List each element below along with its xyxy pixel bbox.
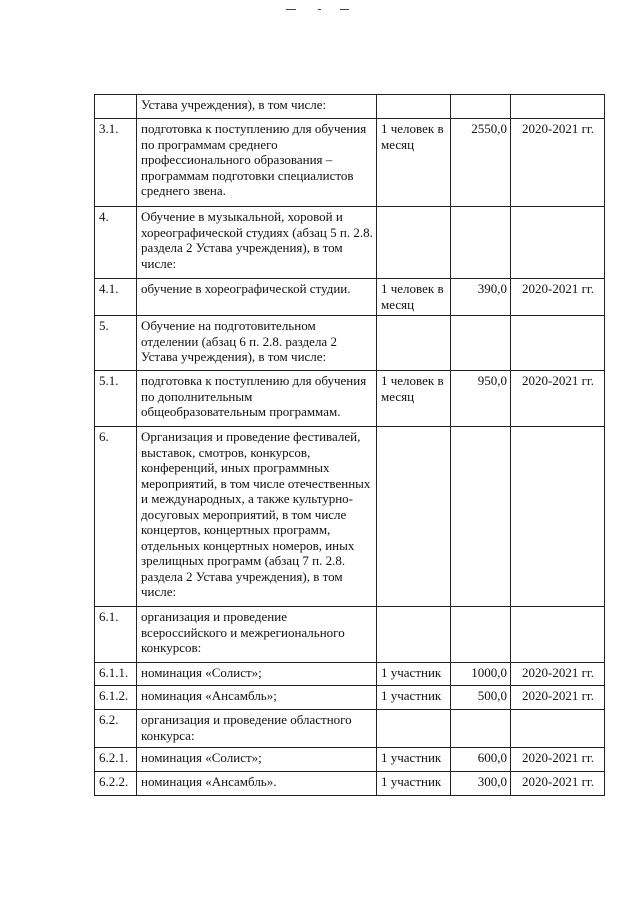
price-cell: 500,0	[451, 686, 511, 710]
price-cell	[451, 427, 511, 607]
period-cell	[511, 427, 605, 607]
service-name: номинация «Солист»;	[137, 748, 377, 772]
period-cell: 2020-2021 гг.	[511, 686, 605, 710]
service-name: организация и проведение областного конкурса:	[137, 710, 377, 748]
price-cell	[451, 607, 511, 663]
row-number: 6.1.1.	[95, 663, 137, 686]
period-cell	[511, 207, 605, 279]
row-number: 3.1.	[95, 119, 137, 207]
service-name: номинация «Ансамбль»;	[137, 686, 377, 710]
period-cell	[511, 607, 605, 663]
price-cell: 2550,0	[451, 119, 511, 207]
period-cell: 2020-2021 гг.	[511, 371, 605, 427]
row-number	[95, 95, 137, 119]
price-cell: 1000,0	[451, 663, 511, 686]
row-number: 4.1.	[95, 279, 137, 316]
unit-cell: 1 участник	[377, 663, 451, 686]
table-row	[95, 95, 605, 119]
unit-cell	[377, 207, 451, 279]
row-number: 6.1.2.	[95, 686, 137, 710]
table-row	[95, 607, 605, 663]
table-row	[95, 371, 605, 427]
period-cell	[511, 95, 605, 119]
unit-cell	[377, 95, 451, 119]
table-row	[95, 119, 605, 207]
service-name: подготовка к поступлению для обучения по дополнительным общеобразовательным программам.	[137, 371, 377, 427]
table-row	[95, 748, 605, 772]
row-number: 5.	[95, 316, 137, 371]
period-cell: 2020-2021 гг.	[511, 748, 605, 772]
fees-table	[94, 94, 605, 796]
price-cell	[451, 710, 511, 748]
row-number: 6.2.1.	[95, 748, 137, 772]
row-number: 4.	[95, 207, 137, 279]
row-number: 6.	[95, 427, 137, 607]
table-row	[95, 710, 605, 748]
service-name: Обучение в музыкальной, хоровой и хореографической студиях (абзац 5 п. 2.8. раздела 2 Устава учреждения), в том числе:	[137, 207, 377, 279]
unit-cell: 1 участник	[377, 686, 451, 710]
unit-cell	[377, 316, 451, 371]
row-number: 6.2.2.	[95, 772, 137, 796]
table-row	[95, 686, 605, 710]
unit-cell	[377, 607, 451, 663]
price-cell: 390,0	[451, 279, 511, 316]
period-cell	[511, 710, 605, 748]
price-cell	[451, 316, 511, 371]
unit-cell: 1 человек в месяц	[377, 371, 451, 427]
unit-cell: 1 человек в месяц	[377, 119, 451, 207]
price-cell: 300,0	[451, 772, 511, 796]
price-cell: 600,0	[451, 748, 511, 772]
service-name: Устава учреждения), в том числе:	[137, 95, 377, 119]
scan-mark	[340, 9, 349, 10]
table-row	[95, 207, 605, 279]
service-name: организация и проведение всероссийского и межрегионального конкурсов:	[137, 607, 377, 663]
price-cell: 950,0	[451, 371, 511, 427]
service-name: номинация «Ансамбль».	[137, 772, 377, 796]
period-cell: 2020-2021 гг.	[511, 279, 605, 316]
scan-mark	[286, 9, 296, 10]
scan-mark	[318, 9, 321, 10]
table-row	[95, 772, 605, 796]
unit-cell	[377, 710, 451, 748]
table-row	[95, 663, 605, 686]
table-row	[95, 427, 605, 607]
row-number: 6.2.	[95, 710, 137, 748]
service-name: подготовка к поступлению для обучения по программам среднего профессионального образования – программам подготовки специалистов среднего звена.	[137, 119, 377, 207]
price-cell	[451, 95, 511, 119]
period-cell	[511, 316, 605, 371]
price-cell	[451, 207, 511, 279]
service-name: обучение в хореографической студии.	[137, 279, 377, 316]
service-name: номинация «Солист»;	[137, 663, 377, 686]
service-name: Обучение на подготовительном отделении (абзац 6 п. 2.8. раздела 2 Устава учреждения), в том числе:	[137, 316, 377, 371]
table-row	[95, 279, 605, 316]
unit-cell: 1 участник	[377, 772, 451, 796]
unit-cell: 1 человек в месяц	[377, 279, 451, 316]
period-cell: 2020-2021 гг.	[511, 119, 605, 207]
period-cell: 2020-2021 гг.	[511, 772, 605, 796]
period-cell: 2020-2021 гг.	[511, 663, 605, 686]
unit-cell	[377, 427, 451, 607]
service-name: Организация и проведение фестивалей, выставок, смотров, конкурсов, конференций, иных программных мероприятий, в том числе отечественных и международных, а также культурно-досуговых мероприятий, в том числе концертов, концертных программ, отдельных концертных номеров, иных зрелищных программ (абзац 7 п. 2.8. раздела 2 Устава учреждения), в том числе:	[137, 427, 377, 607]
table-row	[95, 316, 605, 371]
row-number: 6.1.	[95, 607, 137, 663]
unit-cell: 1 участник	[377, 748, 451, 772]
row-number: 5.1.	[95, 371, 137, 427]
